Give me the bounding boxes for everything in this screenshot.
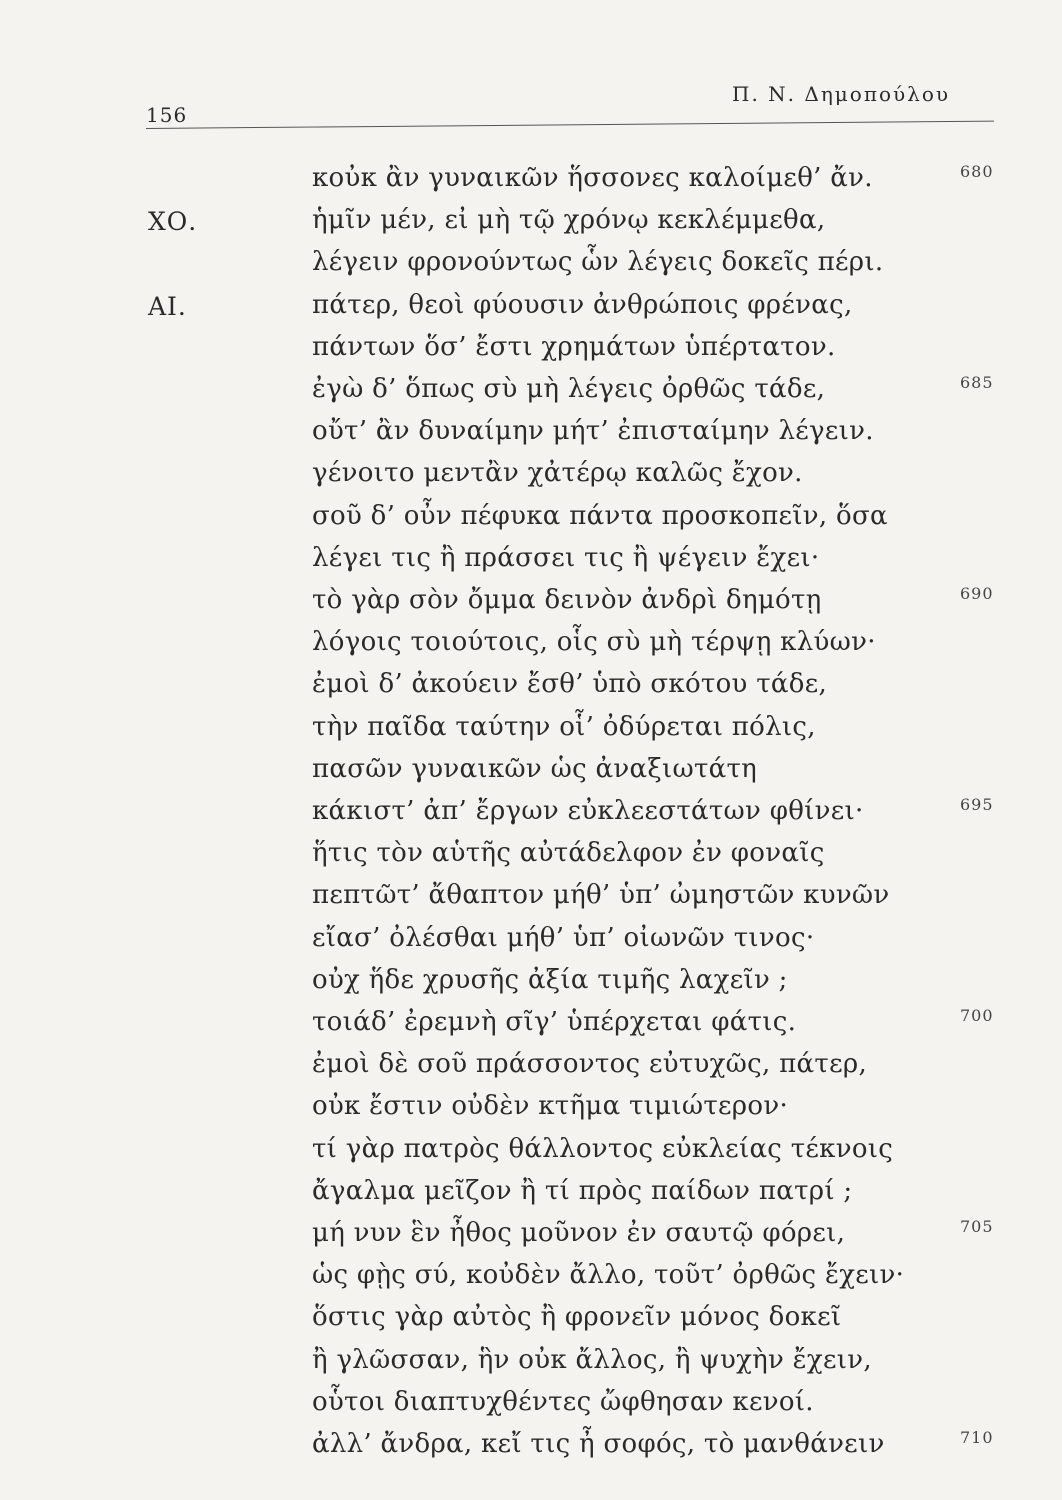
verse-line: πασῶν γυναικῶν ὡς ἀναξιωτάτη xyxy=(312,754,758,784)
verse-line: τὴν παῖδα ταύτην οἷ’ ὀδύρεται πόλις, xyxy=(312,712,816,742)
verse-line: τί γὰρ πατρὸς θάλλοντος εὐκλείας τέκνοις xyxy=(312,1134,894,1164)
verse-line: ἐμοὶ δ’ ἀκούειν ἔσθ’ ὑπὸ σκότου τάδε, xyxy=(312,669,828,699)
line-number: 700 xyxy=(960,1006,994,1025)
verse-line: λέγειν φρονούντως ὧν λέγεις δοκεῖς πέρι. xyxy=(312,247,884,277)
verse-line: ὡς φῂς σύ, κοὐδὲν ἄλλο, τοῦτ’ ὀρθῶς ἔχειν· xyxy=(312,1260,905,1290)
verse-line: ὅστις γὰρ αὐτὸς ἢ φρονεῖν μόνος δοκεῖ xyxy=(312,1302,842,1332)
verse-line: πάντων ὅσ’ ἔστι χρημάτων ὑπέρτατον. xyxy=(312,332,836,362)
verse-line: τὸ γὰρ σὸν ὄμμα δεινὸν ἀνδρὶ δημότῃ xyxy=(312,585,822,615)
verse-line: ἄγαλμα μεῖζον ἢ τί πρὸς παίδων πατρί ; xyxy=(312,1176,853,1206)
verse-line: κοὐκ ἂν γυναικῶν ἥσσονες καλοίμεθ’ ἄν. xyxy=(312,163,873,193)
verse-line: ἡμῖν μέν, εἰ μὴ τῷ χρόνῳ κεκλέμμεθα, xyxy=(312,205,826,235)
line-number: 685 xyxy=(960,373,994,392)
verse-line: ἥτις τὸν αὑτῆς αὐτάδελφον ἐν φοναῖς xyxy=(312,838,825,868)
verse-line: οὐκ ἔστιν οὐδὲν κτῆμα τιμιώτερον· xyxy=(312,1091,789,1121)
verse-line: οὔτ’ ἂν δυναίμην μήτ’ ἐπισταίμην λέγειν. xyxy=(312,416,874,446)
speaker-label: ΑΙ. xyxy=(148,292,187,321)
verse-line: ἐγὼ δ’ ὅπως σὺ μὴ λέγεις ὀρθῶς τάδε, xyxy=(312,374,826,404)
verse-line: ἀλλ’ ἄνδρα, κεἴ τις ἦ σοφός, τὸ μανθάνειν xyxy=(312,1429,885,1459)
verse-line: πάτερ, θεοὶ φύουσιν ἀνθρώποις φρένας, xyxy=(312,290,853,320)
verse-line: ἐμοὶ δὲ σοῦ πράσσοντος εὐτυχῶς, πάτερ, xyxy=(312,1049,868,1079)
verse-line: πεπτῶτ’ ἄθαπτον μήθ’ ὑπ’ ὠμηστῶν κυνῶν xyxy=(312,880,890,910)
line-number: 695 xyxy=(960,795,994,814)
line-number: 680 xyxy=(960,162,994,181)
verse-line: οὐχ ἥδε χρυσῆς ἀξία τιμῆς λαχεῖν ; xyxy=(312,965,788,995)
line-number: 705 xyxy=(960,1217,994,1236)
line-number: 710 xyxy=(960,1428,994,1447)
verse-line: λέγει τις ἢ πράσσει τις ἢ ψέγειν ἔχει· xyxy=(312,543,820,573)
verse-line: τοιάδ’ ἐρεμνὴ σῖγ’ ὑπέρχεται φάτις. xyxy=(312,1007,797,1037)
verse-line: σοῦ δ’ οὖν πέφυκα πάντα προσκοπεῖν, ὅσα xyxy=(312,501,888,531)
verse-line: γένοιτο μεντἂν χἀτέρῳ καλῶς ἔχον. xyxy=(312,458,803,488)
verse-line: μή νυν ἓν ἦθος μοῦνον ἐν σαυτῷ φόρει, xyxy=(312,1218,846,1248)
verse-line: κάκιστ’ ἀπ’ ἔργων εὐκλεεστάτων φθίνει· xyxy=(312,796,864,826)
running-head: Π. Ν. Δημοπούλου xyxy=(732,82,951,106)
speaker-label: ΧΟ. xyxy=(148,207,198,236)
verse-line: ἢ γλῶσσαν, ἣν οὐκ ἄλλος, ἢ ψυχὴν ἔχειν, xyxy=(312,1345,872,1375)
verse-line: οὗτοι διαπτυχθέντες ὤφθησαν κενοί. xyxy=(312,1387,814,1417)
page-number: 156 xyxy=(146,103,188,127)
line-number: 690 xyxy=(960,584,994,603)
verse-line: εἴασ’ ὀλέσθαι μήθ’ ὑπ’ οἰωνῶν τινος· xyxy=(312,923,815,953)
verse-line: λόγοις τοιούτοις, οἷς σὺ μὴ τέρψῃ κλύων· xyxy=(312,627,876,657)
